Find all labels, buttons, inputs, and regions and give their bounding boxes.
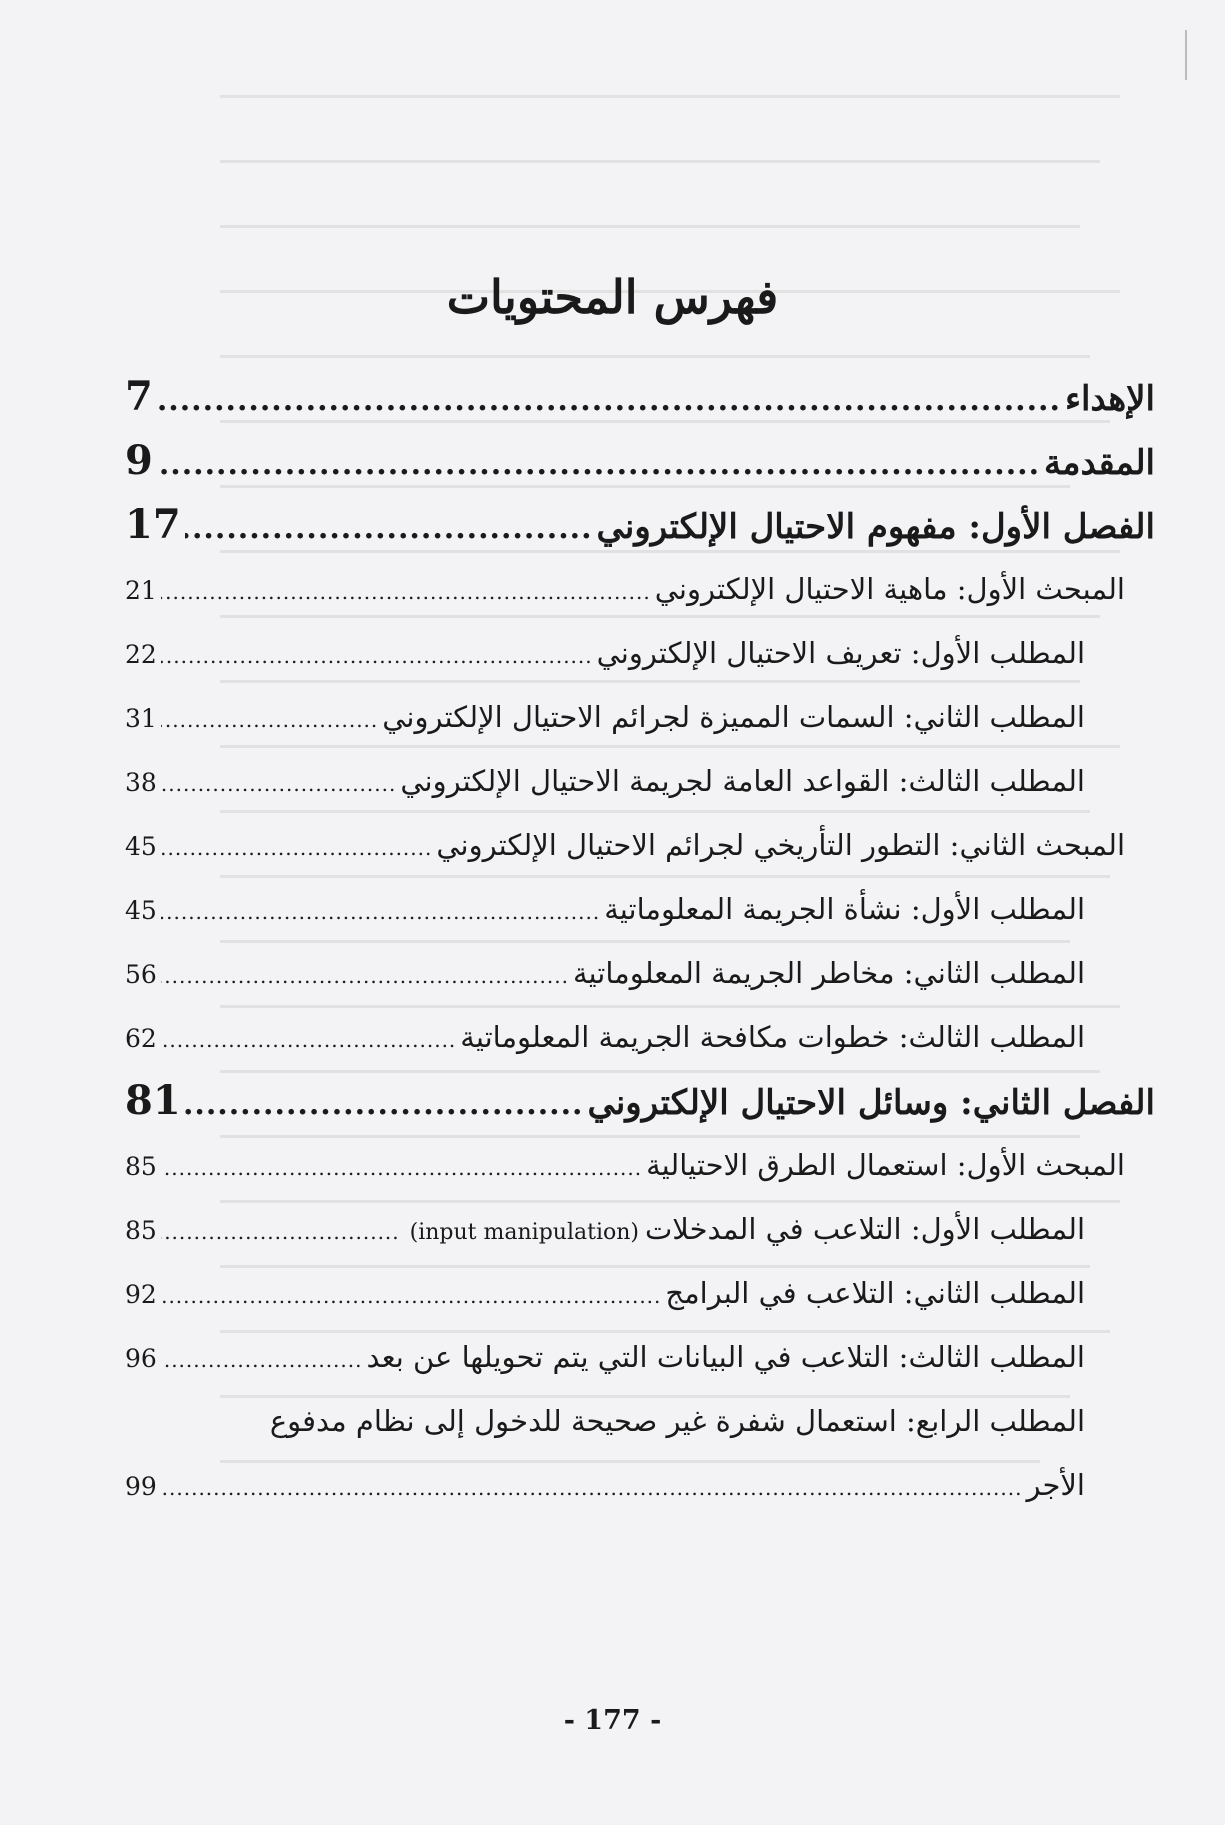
leader-dots <box>161 1264 662 1325</box>
toc-entry-subsection[interactable] <box>125 685 1155 749</box>
toc-entry-label: الفصل الأول: مفهوم الاحتيال الإلكتروني <box>596 507 1155 547</box>
toc-entry-label: المبحث الأول: استعمال الطرق الاحتيالية <box>646 1148 1125 1182</box>
toc-entry-label: الأجر <box>1026 1468 1085 1502</box>
page-title: فهرس المحتويات <box>446 270 779 324</box>
leader-dots <box>161 816 433 877</box>
toc-entry-page: 9 <box>125 437 153 484</box>
leader-dots <box>161 1008 456 1069</box>
toc-entry-label: الفصل الثاني: وسائل الاحتيال الإلكتروني <box>587 1083 1155 1123</box>
toc-entry-page: 62 <box>125 1024 157 1053</box>
leader-dots <box>161 752 397 813</box>
page-edge-mark <box>1185 30 1187 80</box>
leader-dots <box>161 560 651 621</box>
toc-entry-chapter-1[interactable] <box>125 493 1155 557</box>
toc-entry-label: المطلب الثاني: التلاعب في البرامج <box>665 1276 1085 1310</box>
toc-entry-section-1-2[interactable] <box>125 813 1155 877</box>
leader-dots <box>161 1200 400 1261</box>
toc-entry-subsection[interactable] <box>125 877 1155 941</box>
toc-entry-subsection[interactable] <box>125 1005 1155 1069</box>
toc-entry-page: 85 <box>125 1216 157 1245</box>
leader-dots <box>161 1136 642 1197</box>
toc-entry-label: المطلب الأول: التلاعب في المدخلات <box>644 1212 1085 1246</box>
toc-entry-subsection[interactable] <box>125 749 1155 813</box>
leader-dots <box>161 880 600 941</box>
leader-dots <box>161 624 593 685</box>
toc-entry-page: 38 <box>125 768 157 797</box>
leader-dots <box>185 497 593 557</box>
toc-entry-label: المطلب الأول: تعريف الاحتيال الإلكتروني <box>596 636 1085 670</box>
toc-entry-label: المطلب الثاني: السمات المميزة لجرائم الاحتيال الإلكتروني <box>382 700 1085 734</box>
toc-entry-page: 45 <box>125 896 157 925</box>
leader-dots <box>161 688 378 749</box>
toc-entry-label: الإهداء <box>1064 379 1155 419</box>
toc-entry-wrapped-line-2[interactable] <box>125 1453 1155 1517</box>
toc-entry-page: 56 <box>125 960 157 989</box>
toc-entry-dedication[interactable] <box>125 365 1155 429</box>
toc-entry-page: 31 <box>125 704 157 733</box>
toc-entry-page: 85 <box>125 1152 157 1181</box>
toc-entry-introduction[interactable] <box>125 429 1155 493</box>
toc-entry-label: المطلب الثالث: التلاعب في البيانات التي يتم تحويلها عن بعد <box>366 1340 1085 1374</box>
leader-dots <box>161 1328 363 1389</box>
toc-entry-section-1-1[interactable] <box>125 557 1155 621</box>
leader-dots <box>161 1456 1023 1517</box>
leader-dots <box>157 369 1061 429</box>
toc-entry-subsection[interactable] <box>125 1261 1155 1325</box>
toc-entry-page: 96 <box>125 1344 157 1373</box>
table-of-contents <box>125 365 1155 1517</box>
leader-dots <box>161 944 569 1005</box>
page-number: - 177 - <box>563 1705 662 1736</box>
toc-entry-label: المبحث الأول: ماهية الاحتيال الإلكتروني <box>654 572 1125 606</box>
toc-entry-page: 81 <box>125 1077 181 1124</box>
toc-entry-subsection[interactable] <box>125 621 1155 685</box>
toc-entry-subsection[interactable] <box>125 1197 1155 1261</box>
toc-entry-label: المطلب الأول: نشأة الجريمة المعلوماتية <box>604 892 1085 926</box>
toc-entry-label: المطلب الثالث: خطوات مكافحة الجريمة المعلوماتية <box>460 1020 1085 1054</box>
toc-entry-label: المقدمة <box>1044 443 1155 483</box>
toc-entry-section-2-1[interactable] <box>125 1133 1155 1197</box>
toc-entry-chapter-2[interactable] <box>125 1069 1155 1133</box>
toc-entry-subsection[interactable] <box>125 941 1155 1005</box>
toc-entry-page: 99 <box>125 1472 157 1501</box>
toc-entry-page: 22 <box>125 640 157 669</box>
toc-entry-label: المطلب الثالث: القواعد العامة لجريمة الاحتيال الإلكتروني <box>400 764 1085 798</box>
toc-entry-subsection[interactable] <box>125 1325 1155 1389</box>
toc-entry-page: 17 <box>125 501 181 548</box>
toc-entry-page: 92 <box>125 1280 157 1309</box>
toc-entry-page: 21 <box>125 576 157 605</box>
toc-entry-latin-term: (input manipulation) <box>409 1220 639 1245</box>
toc-entry-wrapped-line-1[interactable]: المطلب الرابع: استعمال شفرة غير صحيحة للدخول إلى نظام مدفوع <box>269 1404 1085 1438</box>
toc-entry-label: المبحث الثاني: التطور التأريخي لجرائم الاحتيال الإلكتروني <box>436 828 1125 862</box>
toc-entry-page: 7 <box>125 373 153 420</box>
toc-entry-page: 45 <box>125 832 157 861</box>
toc-entry-label: المطلب الثاني: مخاطر الجريمة المعلوماتية <box>572 956 1085 990</box>
leader-dots <box>185 1073 584 1133</box>
leader-dots <box>157 433 1040 493</box>
